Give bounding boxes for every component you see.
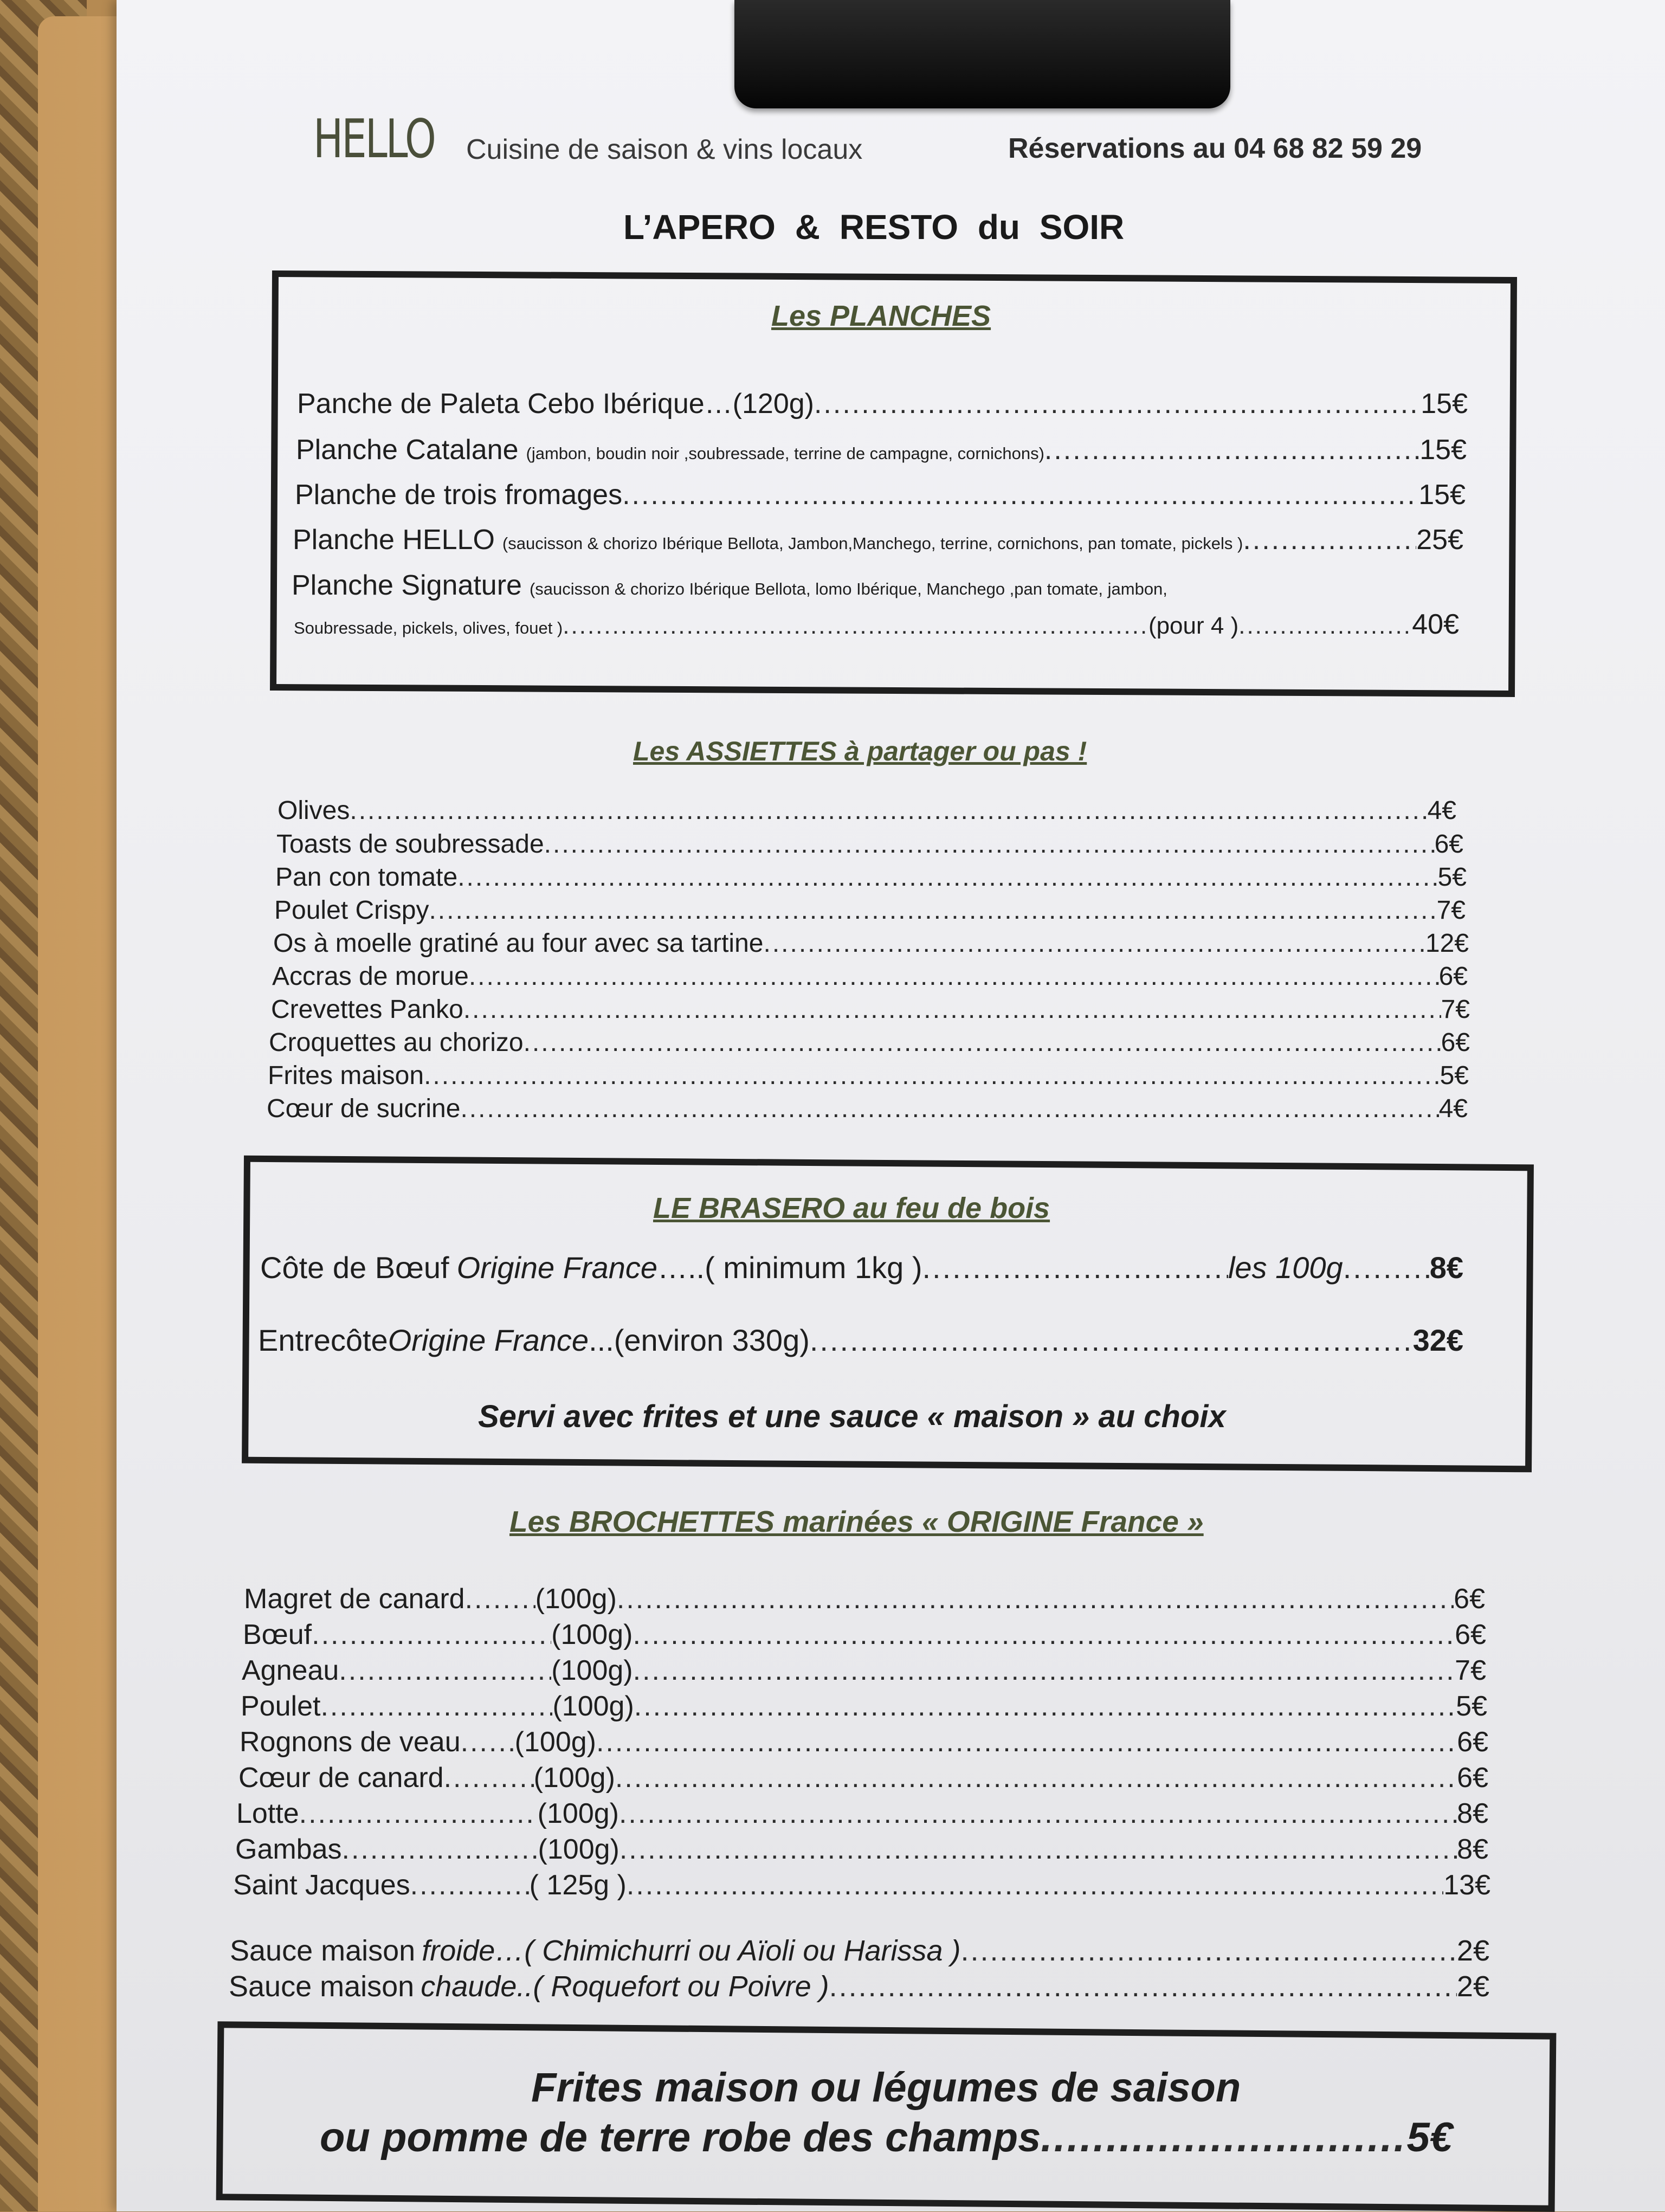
item-price: 7€ (1455, 1655, 1486, 1686)
item-name: Magret de canard (244, 1583, 465, 1615)
leader-dots (424, 1061, 1440, 1091)
item-price: 13€ (1443, 1869, 1490, 1901)
menu-item (241, 1690, 1487, 1723)
item-detail: (jambon, boudin noir ,soubressade, terrine de campagne, cornichons) (526, 444, 1044, 463)
leader-dots (460, 1094, 1438, 1124)
item-weight: (100g) (552, 1691, 634, 1722)
menu-item (276, 829, 1463, 859)
leader-dots (633, 1654, 1455, 1687)
menu-item (269, 1028, 1470, 1057)
leader-dots (961, 1934, 1457, 1968)
menu-item (271, 995, 1470, 1024)
item-detail: (saucisson & chorizo Ibérique Bellota, lomo Ibérique, Manchego ,pan tomate, jambon, (529, 579, 1167, 598)
leader-dots (634, 1690, 1456, 1723)
item-price: 40€ (1412, 609, 1459, 640)
menu-item (242, 1654, 1486, 1687)
leader-dots (596, 1726, 1457, 1758)
item-price: 15€ (1419, 434, 1467, 466)
leader-dots (312, 1618, 551, 1651)
menu-item (267, 1094, 1468, 1124)
item-name: Côte de Bœuf (260, 1250, 449, 1285)
item-price: 7€ (1441, 995, 1470, 1024)
item-name: Lotte (236, 1798, 299, 1829)
leader-dots (810, 1323, 1413, 1358)
item-price: 6€ (1455, 1619, 1486, 1650)
item-price: 6€ (1457, 1726, 1488, 1758)
reservation-phone: Réservations au 04 68 82 59 29 (1008, 133, 1422, 164)
item-name: Panche de Paleta Cebo Ibérique…(120g) (297, 388, 814, 420)
item-name: Olives (278, 796, 350, 825)
sauce-kind: froide (422, 1934, 495, 1967)
item-price: 8€ (1429, 1250, 1463, 1285)
menu-item (233, 1869, 1490, 1901)
item-name: Gambas (235, 1834, 342, 1865)
leader-dots (1044, 434, 1419, 466)
leader-dots (463, 995, 1441, 1024)
sides-line1: Frites maison ou légumes de saison (531, 2065, 1241, 2111)
item-name: Crevettes Panko (271, 995, 463, 1024)
menu-title: L’APERO & RESTO du SOIR (623, 208, 1125, 247)
item-name: Planche HELLO (293, 524, 495, 556)
sauce-detail: …( Chimichurri ou Aïoli ou Harissa ) (495, 1934, 961, 1967)
clipboard-clip (734, 0, 1230, 108)
item-name: Bœuf (243, 1619, 312, 1650)
leader-dots (410, 1869, 530, 1901)
menu-item (238, 1762, 1488, 1794)
sauce-price: 2€ (1456, 1934, 1489, 1967)
menu-item (240, 1726, 1488, 1758)
leader-dots (350, 796, 1427, 826)
leader-dots (622, 479, 1418, 511)
leader-dots (299, 1797, 538, 1830)
leader-dots (633, 1618, 1455, 1651)
sauce-item (229, 1970, 1489, 2003)
menu-item (274, 895, 1466, 925)
item-weight: (100g) (538, 1834, 619, 1865)
menu-item-line2 (294, 608, 1459, 641)
menu-item (243, 1618, 1486, 1651)
item-price: 25€ (1416, 524, 1463, 556)
sides-text: ou pomme de terre robe des champs (320, 2114, 1041, 2161)
item-weight: ( 125g ) (529, 1869, 627, 1901)
item-name: Os à moelle gratiné au four avec sa tartine (273, 929, 764, 958)
leader-dots (444, 1762, 534, 1794)
leader-dots (1238, 612, 1412, 640)
item-origin: Origine France (456, 1250, 657, 1285)
item-name: Toasts de soubressade (276, 830, 544, 859)
leader-dots (627, 1869, 1443, 1901)
menu-item (293, 524, 1463, 556)
item-price: 15€ (1418, 479, 1466, 511)
assiettes-title: Les ASSIETTES à partager ou pas ! (633, 736, 1087, 766)
leader-dots (469, 962, 1439, 991)
item-origin: Origine France (388, 1323, 589, 1357)
item-price: 4€ (1427, 796, 1456, 825)
item-weight: (100g) (551, 1655, 633, 1686)
sauce-detail: ..( Roquefort ou Poivre ) (517, 1970, 829, 2003)
menu-item (260, 1250, 1463, 1285)
item-price: 12€ (1425, 929, 1469, 958)
brasero-title: LE BRASERO au feu de bois (653, 1192, 1050, 1224)
leader-dots (763, 928, 1425, 958)
leader-dots (814, 388, 1421, 420)
leader-dots (1041, 2114, 1406, 2161)
sides-price: 5€ (1406, 2114, 1453, 2161)
menu-item-line1 (292, 569, 1462, 602)
leader-dots (829, 1970, 1457, 2003)
item-price: 8€ (1457, 1834, 1488, 1865)
item-note: …..( minimum 1kg ) (657, 1250, 922, 1285)
item-name: Cœur de canard (238, 1762, 444, 1794)
leader-dots (457, 862, 1437, 892)
item-price: 32€ (1412, 1323, 1463, 1357)
leader-dots (615, 1762, 1457, 1794)
item-price: 6€ (1434, 830, 1463, 859)
leader-dots (465, 1583, 535, 1615)
item-note: ...(environ 330g) (589, 1323, 810, 1357)
item-name: Saint Jacques (233, 1869, 410, 1901)
item-weight: (100g) (533, 1762, 615, 1794)
item-name: Pan con tomate (275, 863, 458, 892)
tagline: Cuisine de saison & vins locaux (466, 134, 863, 165)
leader-dots (619, 1797, 1457, 1830)
menu-item (297, 388, 1468, 420)
item-weight: (100g) (514, 1726, 596, 1758)
leader-dots (461, 1726, 515, 1758)
restaurant-logo: HELLO (313, 108, 435, 170)
item-name: Frites maison (268, 1061, 424, 1090)
item-price: 5€ (1437, 863, 1467, 892)
menu-item (273, 928, 1469, 958)
item-price: 6€ (1457, 1762, 1488, 1794)
sauce-prefix: Sauce maison (229, 1970, 415, 2003)
leader-dots (342, 1833, 538, 1866)
item-price: 4€ (1438, 1094, 1468, 1123)
item-unit: les 100g (1228, 1250, 1343, 1285)
leader-dots (544, 829, 1435, 859)
item-price: 15€ (1421, 388, 1468, 420)
menu-item (272, 962, 1468, 991)
leader-dots (320, 1690, 552, 1723)
item-name: Croquettes au chorizo (269, 1028, 524, 1057)
leader-dots (429, 895, 1436, 925)
item-name: Agneau (242, 1655, 339, 1686)
item-detail-continued: Soubressade, pickels, olives, fouet ) (294, 618, 563, 637)
item-qualifier: (pour 4 ) (1148, 612, 1239, 639)
item-price: 6€ (1438, 962, 1468, 991)
leader-dots (1343, 1250, 1430, 1285)
leader-dots (1243, 524, 1416, 556)
sauce-prefix: Sauce maison (230, 1934, 416, 1967)
item-price: 6€ (1454, 1583, 1485, 1615)
item-name: Planche de trois fromages (295, 479, 623, 511)
brasero-footer: Servi avec frites et une sauce « maison » au choix (478, 1399, 1226, 1434)
item-weight: (100g) (535, 1583, 617, 1615)
brochettes-title: Les BROCHETTES marinées « ORIGINE France » (509, 1505, 1204, 1538)
menu-item (235, 1833, 1488, 1866)
item-price: 8€ (1457, 1798, 1488, 1829)
menu-item (275, 862, 1467, 892)
menu-item (244, 1583, 1485, 1615)
sauce-item (230, 1934, 1489, 1968)
sauce-kind: chaude (421, 1970, 517, 2003)
item-name: Accras de morue (272, 962, 469, 991)
menu-item (268, 1061, 1469, 1091)
planches-title: Les PLANCHES (771, 300, 991, 332)
leader-dots (619, 1833, 1457, 1866)
menu-item (278, 796, 1456, 826)
menu-item (236, 1797, 1488, 1830)
leader-dots (563, 612, 1148, 640)
sauce-price: 2€ (1456, 1970, 1489, 2003)
item-name: Rognons de veau (240, 1726, 461, 1758)
item-name: Poulet (241, 1691, 321, 1722)
item-price: 5€ (1456, 1691, 1487, 1722)
item-weight: (100g) (537, 1798, 619, 1829)
item-name: Entrecôte (258, 1323, 388, 1357)
menu-item (295, 479, 1466, 511)
item-name: Cœur de sucrine (267, 1094, 461, 1123)
item-price: 6€ (1441, 1028, 1470, 1057)
item-detail: (saucisson & chorizo Ibérique Bellota, Jambon,Manchego, terrine, cornichons, pan tomate, pickels ) (502, 534, 1243, 553)
menu-item (258, 1323, 1463, 1358)
leader-dots (339, 1654, 551, 1687)
sides-line2 (320, 2114, 1453, 2161)
item-name: Planche Signature (292, 570, 522, 601)
item-price: 7€ (1436, 896, 1466, 925)
menu-item (296, 434, 1467, 466)
item-name: Poulet Crispy (274, 896, 429, 925)
item-price: 5€ (1440, 1061, 1469, 1090)
item-name: Planche Catalane (296, 434, 519, 466)
item-weight: (100g) (551, 1619, 633, 1650)
leader-dots (524, 1028, 1441, 1057)
leader-dots (922, 1250, 1228, 1285)
leader-dots (617, 1583, 1454, 1615)
